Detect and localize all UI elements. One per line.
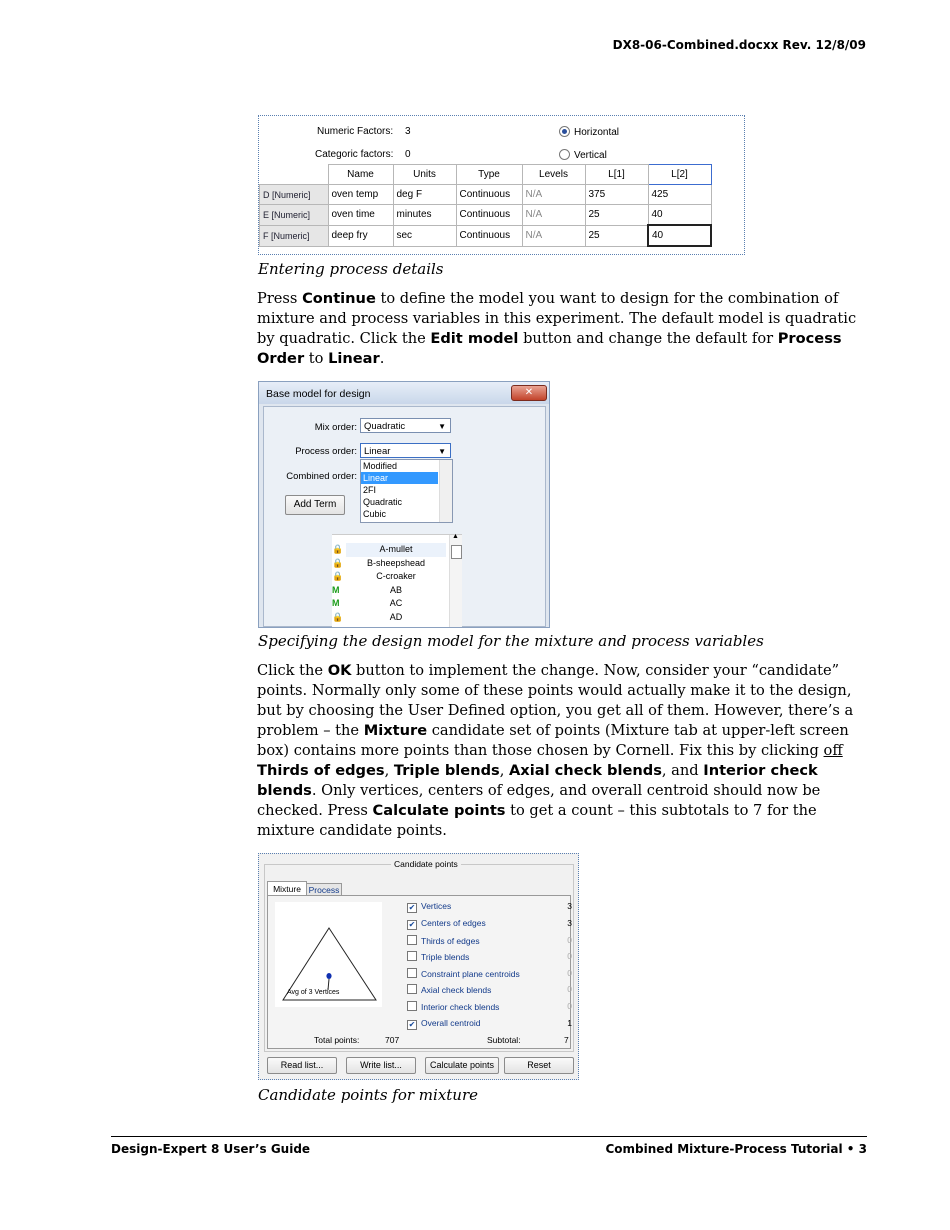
horizontal-radio[interactable]	[559, 126, 619, 138]
term-row[interactable]	[332, 584, 462, 598]
term-row[interactable]	[332, 570, 462, 584]
text: button and change the default for	[518, 330, 778, 347]
ui-term: Edit model	[430, 330, 519, 347]
term-label: B-sheepshead	[366, 557, 426, 568]
row-count: 0	[567, 984, 572, 994]
col-name: Name	[328, 165, 393, 185]
subtotal-label: Subtotal:	[487, 1035, 521, 1045]
row-count: 0	[567, 935, 572, 945]
option-cubic[interactable]: Cubic	[363, 509, 387, 519]
categoric-factors-label: Categoric factors:	[315, 149, 394, 160]
ui-term: Axial check blends	[509, 762, 662, 779]
row-label: Axial check blends	[421, 985, 492, 995]
combined-order-label: Combined order:	[286, 471, 357, 482]
cell-l2-editing[interactable]: 40	[648, 225, 711, 246]
factors-screenshot	[258, 115, 745, 255]
row-count: 3	[567, 901, 572, 911]
text: ,	[384, 762, 394, 779]
radio-empty-icon	[559, 149, 570, 160]
col-l2: L[2]	[648, 165, 711, 185]
scroll-up-icon: ▲	[452, 533, 459, 540]
numeric-factors-value[interactable]: 3	[405, 126, 411, 137]
cell-units[interactable]: sec	[393, 225, 456, 246]
text: button to implement the change. Now, consider your “candidate” points. Normally only some of these points would actually make it to the design, but by choosing the User Defined option, you get all of them. However, there’s a problem – the	[257, 662, 854, 739]
term-label: AD	[389, 611, 403, 622]
factor-table	[259, 164, 712, 247]
tab-mixture[interactable]: Mixture	[267, 881, 307, 896]
candidate-row[interactable]	[407, 951, 572, 962]
list-scrollbar[interactable]	[439, 460, 452, 522]
checkbox-icon	[407, 968, 417, 978]
checkbox-icon	[407, 1001, 417, 1011]
read-list-button[interactable]: Read list...	[267, 1057, 337, 1074]
row-label: Centers of edges	[421, 918, 486, 928]
col-type: Type	[456, 165, 522, 185]
lock-icon: 🔒	[332, 611, 344, 622]
candidate-row[interactable]	[407, 901, 572, 913]
total-label: Total points:	[314, 1035, 360, 1045]
text: to	[304, 350, 329, 367]
cell-name[interactable]: oven time	[328, 205, 393, 226]
text: to get a count – this subtotals to 7 for the mixture candidate points.	[257, 802, 817, 839]
emphasis: off	[823, 742, 843, 759]
row-label: Constraint plane centroids	[421, 969, 520, 979]
candidate-row[interactable]	[407, 935, 572, 946]
close-button[interactable]	[511, 385, 547, 401]
footer-left: Design-Expert 8 User’s Guide	[111, 1142, 311, 1156]
close-icon: ✕	[524, 387, 534, 398]
ui-term: OK	[327, 662, 352, 679]
lock-icon: 🔒	[332, 557, 344, 568]
ui-term: Process Order	[257, 330, 842, 367]
row-count: 3	[567, 918, 572, 928]
col-units: Units	[393, 165, 456, 185]
option-linear[interactable]: Linear	[361, 472, 438, 484]
centroid-point[interactable]	[326, 973, 331, 979]
footer-right: Combined Mixture-Process Tutorial • 3	[605, 1142, 867, 1156]
candidate-row[interactable]	[407, 1018, 572, 1030]
model-term-icon: M	[332, 598, 340, 608]
vertical-radio[interactable]	[559, 149, 607, 161]
candidate-row[interactable]	[407, 968, 572, 979]
cell-name[interactable]: oven temp	[328, 185, 393, 205]
lock-icon: 🔒	[332, 571, 344, 581]
table-row	[260, 205, 712, 226]
table-header-row	[260, 165, 712, 185]
paragraph-continue	[257, 289, 869, 369]
tab-process[interactable]: Process	[306, 883, 342, 897]
row-header[interactable]: D [Numeric]	[260, 185, 329, 205]
checkbox-icon	[407, 935, 417, 945]
cell-type[interactable]: Continuous	[456, 205, 522, 226]
ui-term: Triple blends	[393, 762, 500, 779]
cell-name[interactable]: deep fry	[328, 225, 393, 246]
term-row[interactable]	[332, 597, 462, 611]
chevron-down-icon: ▼	[438, 422, 446, 431]
term-row[interactable]	[332, 557, 462, 571]
vertical-label: Vertical	[574, 150, 607, 161]
process-order-value: Linear	[364, 446, 391, 457]
option-2fi[interactable]: 2FI	[363, 485, 377, 495]
row-label: Interior check blends	[421, 1002, 500, 1012]
cell-units[interactable]: minutes	[393, 205, 456, 226]
text: .	[379, 350, 385, 367]
text: candidate set of points (Mixture tab at upper-left screen box) contains more points than those chosen by Cornell. Fix this by clicking	[257, 722, 849, 759]
mix-order-select[interactable]	[360, 418, 451, 433]
row-header[interactable]: E [Numeric]	[260, 205, 329, 226]
calculate-points-button[interactable]: Calculate points	[425, 1057, 499, 1074]
ui-term: Thirds of edges	[257, 762, 385, 779]
numeric-factors-label: Numeric Factors:	[317, 126, 394, 137]
col-l1: L[1]	[585, 165, 648, 185]
row-label: Vertices	[421, 901, 452, 911]
term-label: AC	[389, 598, 403, 608]
row-label: Overall centroid	[421, 1018, 481, 1028]
process-order-select[interactable]	[360, 443, 451, 458]
text: Press	[257, 290, 303, 307]
table-row	[260, 225, 712, 246]
candidate-row[interactable]	[407, 918, 572, 930]
cell-levels[interactable]: N/A	[522, 225, 585, 246]
chevron-down-icon: ▼	[438, 447, 446, 456]
categoric-factors-value[interactable]: 0	[405, 149, 411, 160]
row-count: 0	[567, 1001, 572, 1011]
cell-units[interactable]: deg F	[393, 185, 456, 205]
cell-levels[interactable]: N/A	[522, 205, 585, 226]
cell-l1[interactable]: 25	[585, 205, 648, 226]
caption-design-model: Specifying the design model for the mixture and process variables	[258, 632, 764, 650]
total-value: 707	[385, 1035, 400, 1045]
checkbox-checked-icon: ✔	[408, 1020, 416, 1029]
text: Click the	[257, 662, 328, 679]
term-label: C-croaker	[376, 571, 416, 581]
horizontal-label: Horizontal	[574, 127, 620, 138]
reset-button[interactable]: Reset	[504, 1057, 574, 1074]
dialog-title: Base model for design	[266, 388, 371, 400]
model-term-icon: M	[332, 584, 340, 595]
cell-l2[interactable]: 40	[648, 205, 711, 226]
cell-l1[interactable]: 25	[585, 225, 648, 246]
group-title: Candidate points	[391, 859, 461, 869]
terms-list	[332, 534, 462, 627]
caption-process-details: Entering process details	[258, 260, 444, 278]
row-count: 0	[567, 968, 572, 978]
avg-label: Avg of 3 Vertices	[287, 989, 340, 996]
terms-scrollbar[interactable]	[449, 535, 462, 627]
mix-order-label: Mix order:	[314, 422, 357, 433]
text: . Only vertices, centers of edges, and overall centroid should now be checked. Press	[257, 782, 821, 819]
checkbox-icon	[407, 984, 417, 994]
cell-type[interactable]: Continuous	[456, 225, 522, 246]
row-label: Triple blends	[421, 952, 470, 962]
term-row[interactable]	[332, 543, 462, 557]
option-modified[interactable]: Modified	[363, 461, 398, 471]
col-levels: Levels	[522, 165, 585, 185]
row-count: 1	[567, 1018, 572, 1028]
cell-l2[interactable]: 425	[648, 185, 711, 205]
subtotal-value: 7	[564, 1035, 569, 1045]
checkbox-icon	[407, 951, 417, 961]
row-label: Thirds of edges	[421, 936, 480, 946]
cell-levels[interactable]: N/A	[522, 185, 585, 205]
text: to define the model you want to design for the combination of mixture and process variables in this experiment. The default model is quadratic by quadratic. Click the	[257, 290, 857, 347]
checkbox-checked-icon: ✔	[408, 920, 416, 929]
option-quadratic[interactable]: Quadratic	[363, 497, 403, 507]
ui-term: Mixture	[363, 722, 428, 739]
caption-candidate-points: Candidate points for mixture	[258, 1086, 479, 1104]
ui-term: Calculate points	[372, 802, 506, 819]
lock-icon: 🔒	[332, 544, 344, 554]
cell-l1[interactable]: 375	[585, 185, 648, 205]
candidate-points-panel	[258, 853, 579, 1080]
candidate-row[interactable]	[407, 984, 572, 995]
add-term-button[interactable]: Add Term	[285, 495, 345, 515]
footer-rule	[111, 1136, 867, 1137]
term-label: A-mullet	[346, 543, 446, 557]
base-model-dialog	[258, 381, 550, 628]
mix-order-value: Quadratic	[364, 421, 406, 432]
text: , and	[661, 762, 704, 779]
paragraph-candidate-points	[257, 661, 869, 841]
ui-term: Linear	[328, 350, 380, 367]
document-header: DX8-06-Combined.docxx Rev. 12/8/09	[612, 38, 866, 52]
process-order-list	[360, 459, 453, 523]
scroll-thumb[interactable]	[451, 545, 462, 559]
write-list-button[interactable]: Write list...	[346, 1057, 416, 1074]
candidate-row[interactable]	[407, 1001, 572, 1012]
text: ,	[499, 762, 510, 779]
term-label: AB	[389, 584, 402, 595]
row-header[interactable]: F [Numeric]	[260, 225, 329, 246]
term-row[interactable]	[332, 611, 462, 625]
radio-selected-icon	[559, 126, 570, 137]
row-count: 0	[567, 951, 572, 961]
ui-term: Interior check blends	[257, 762, 818, 799]
ui-term: Continue	[302, 290, 376, 307]
cell-type[interactable]: Continuous	[456, 185, 522, 205]
table-row	[260, 185, 712, 205]
process-order-label: Process order:	[295, 446, 357, 457]
checkbox-checked-icon: ✔	[408, 903, 416, 912]
